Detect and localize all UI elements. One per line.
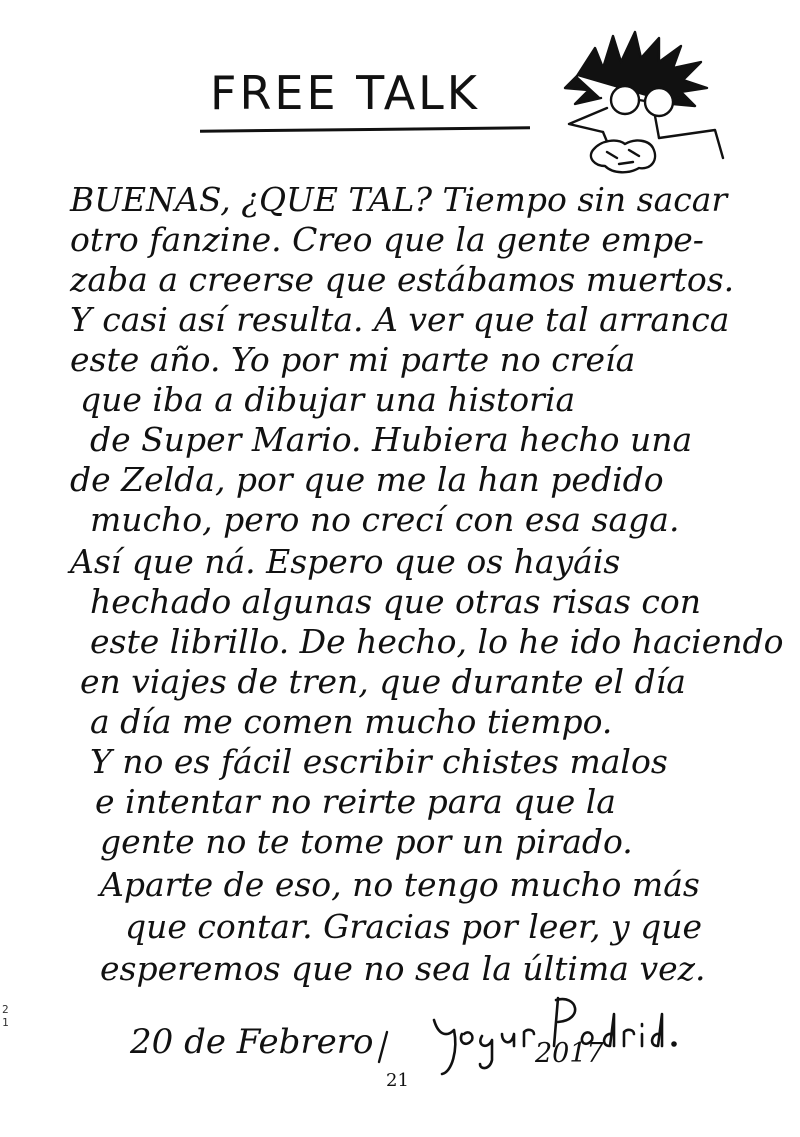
text-line: Aparte de eso, no tengo mucho más [100,865,700,904]
text-line: a día me comen mucho tiempo. [90,702,613,741]
text-line: mucho, pero no crecí con esa saga. [90,500,680,539]
text-line: Y no es fácil escribir chistes malos [90,742,668,781]
text-line: esperemos que no sea la última vez. [100,949,706,988]
page-number: 21 [386,1070,409,1091]
title-underline [200,126,530,132]
margin-page-number: 21 [2,1003,9,1029]
slash-mark [375,1030,393,1064]
text-line: hechado algunas que otras risas con [90,582,701,621]
text-line: de Zelda, por que me la han pedido [70,460,664,499]
date-text: 20 de Febrero [130,1022,374,1062]
text-line: Así que ná. Espero que os hayáis [70,542,621,581]
text-line: zaba a creerse que estábamos muertos. [70,260,735,299]
text-line: Y casi así resulta. A ver que tal arranca [70,300,730,339]
text-line: de Super Mario. Hubiera hecho una [90,420,693,459]
signature-year: 2017 [535,1038,604,1069]
text-line: que iba a dibujar una historia [80,380,576,419]
text-line: gente no te tome por un pirado. [100,822,633,861]
text-line: BUENAS, ¿QUE TAL? Tiempo sin sacar [70,180,728,219]
page-title: FREE TALK [210,66,480,120]
text-line: otro fanzine. Creo que la gente empe- [70,220,704,259]
text-line: en viajes de tren, que durante el día [80,662,686,701]
text-line: que contar. Gracias por leer, y que [125,907,703,946]
cartoon-self-portrait-icon [555,28,730,178]
text-line: este año. Yo por mi parte no creía [70,340,636,379]
text-line: este librillo. De hecho, lo he ido haciendo [90,622,784,661]
text-line: e intentar no reirte para que la [95,782,616,821]
